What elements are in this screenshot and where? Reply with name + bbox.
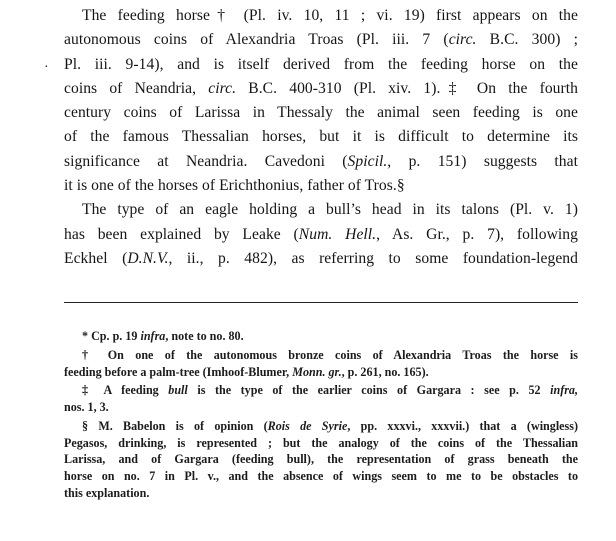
text-line <box>64 247 578 271</box>
text-span: coins of Neandria, <box>64 79 209 97</box>
text-span: , p. 261, no. 165). <box>341 364 429 379</box>
text-span: , p. 151) suggests that <box>387 152 578 170</box>
text-line: this explanation. <box>64 486 150 501</box>
text-line: nos. 1, 3. <box>64 400 109 414</box>
text-span: , note to no. 80. <box>165 329 244 343</box>
text-line: The type of an eagle holding a bull’s head in its talons (Pl. v. 1) <box>82 201 578 219</box>
italic-span: bull <box>168 383 188 398</box>
italic-span: Num. Hell. <box>298 225 377 243</box>
text-line: Pl. iii. 9-14), and is itself derived from the feeding horse on the <box>64 55 578 73</box>
text-line: † On one of the autonomous bronze coins of Alexandria Troas the horse is <box>82 347 578 362</box>
footnotes <box>64 328 578 504</box>
main-text <box>64 4 578 271</box>
text-span: ‡ A feeding <box>82 383 169 398</box>
text-line: horse on no. 7 in Pl. v., and the absence of wings seem to me to be obstacles to <box>64 469 578 484</box>
text-span: , ii., p. 482), as referring to some foundation-legend <box>168 249 578 267</box>
text-span: , As. Gr., p. 7), following <box>376 225 578 243</box>
margin-mark: · <box>44 60 49 75</box>
text-line: of the famous Thessalian horses, but it is difficult to determine its <box>64 128 578 146</box>
italic-span: Monn. gr. <box>292 364 342 379</box>
footnote-dagger <box>64 347 578 381</box>
text-span: has been explained by Leake ( <box>64 225 299 243</box>
italic-span: circ. <box>208 79 237 97</box>
text-line <box>64 77 578 101</box>
footnote-divider <box>64 302 578 303</box>
footnote-double-dagger <box>64 382 578 416</box>
text-span: B.C. 300) ; <box>476 31 578 49</box>
text-span: Eckhel ( <box>64 249 128 267</box>
italic-span: Rois de Syrie <box>267 418 348 433</box>
italic-span: infra <box>140 329 166 343</box>
text-line: The feeding horse† (Pl. iv. 10, 11 ; vi. 19) first appears on the <box>82 7 578 24</box>
text-line: Pegasos, drinking, is represented ; but the analogy of the coins of the Thessalian <box>64 435 578 450</box>
text-line <box>64 28 578 52</box>
text-line <box>64 328 578 345</box>
text-line <box>64 382 578 399</box>
text-span: § M. Babelon is of opinion ( <box>82 418 268 433</box>
text-span: B.C. 400-310 (Pl. xiv. 1).‡ On the fourth <box>236 79 578 97</box>
footnote-asterisk <box>64 328 578 345</box>
paragraph-eagle-type <box>64 198 578 271</box>
text-line <box>64 223 578 247</box>
text-span: * Cp. p. 19 <box>82 329 141 343</box>
text-line <box>64 418 578 435</box>
text-line <box>64 364 578 381</box>
text-line: Larissa, and of Gargara (feeding bull), the representation of grass beneath the <box>64 452 578 467</box>
italic-span: circ. <box>448 31 477 49</box>
text-span: autonomous coins of Alexandria Troas (Pl. iii. 7 ( <box>64 31 449 49</box>
text-span: is the type of the earlier coins of Gargara : see p. 52 <box>187 383 551 398</box>
footnote-section <box>64 418 578 503</box>
text-span: feeding before a palm-tree (Imhoof-Blumer, <box>64 364 293 379</box>
italic-span: Spicil. <box>347 152 388 170</box>
text-line: it is one of the horses of Erichthonius, father of Tros.§ <box>64 177 405 195</box>
italic-span: infra, <box>550 383 578 398</box>
italic-span: D.N.V. <box>127 249 169 267</box>
text-span: significance at Neandria. Cavedoni ( <box>64 152 348 170</box>
paragraph-feeding-horse <box>64 4 578 198</box>
text-line <box>64 150 578 174</box>
text-line: century coins of Larissa in Thessaly the animal seen feeding is one <box>64 104 578 122</box>
text-span: , pp. xxxvi., xxxvii.) that a (wingless) <box>347 418 578 433</box>
